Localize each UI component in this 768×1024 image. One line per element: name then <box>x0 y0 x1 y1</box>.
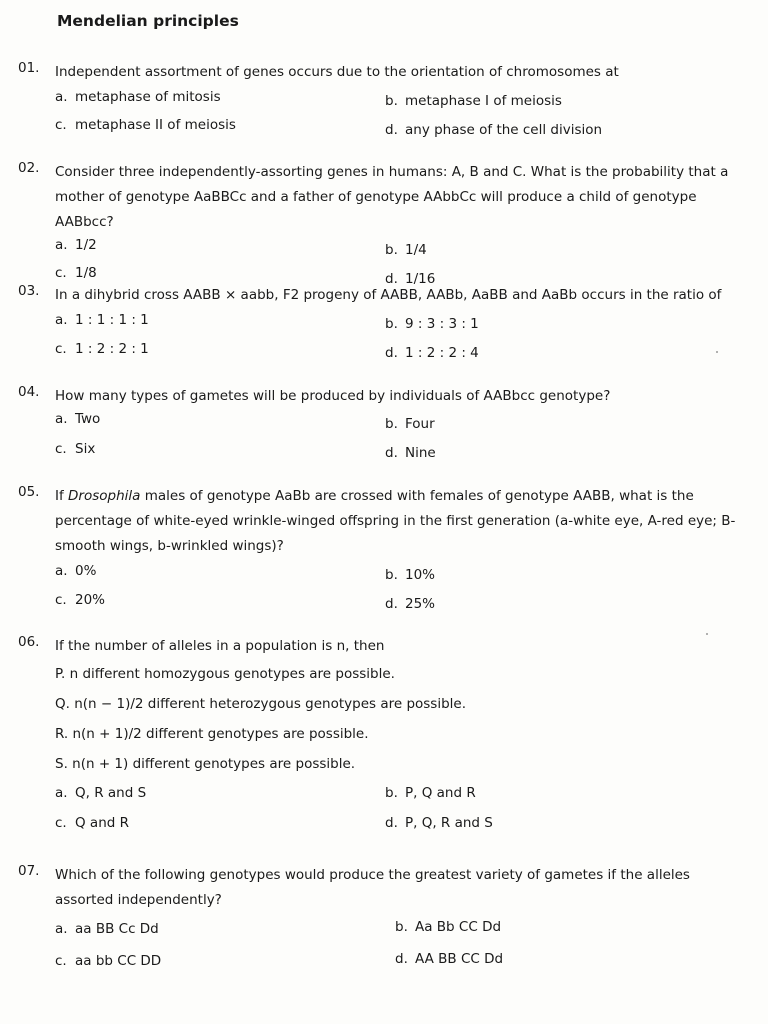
question-number: 02. <box>18 160 40 176</box>
option-c: c. 1 : 2 : 2 : 1 <box>55 341 149 357</box>
option-b: b. Four <box>385 416 435 432</box>
question-text: If Drosophila males of genotype AaBb are crossed with females of genotype AABB, what is the percentage of white-eyed wrinkle-winged offspring in the first generation (a-white eye, A-red eye; B-smooth wings, b-wrinkled wings)? <box>55 488 736 554</box>
scan-speck <box>716 351 718 353</box>
option-a: a. aa BB Cc Dd <box>55 921 159 937</box>
option-b: b. P, Q and R <box>385 785 476 801</box>
question-7 <box>18 863 748 971</box>
scan-speck <box>706 633 708 635</box>
option-c: c. Six <box>55 441 96 457</box>
option-d: d. 1/16 <box>385 271 436 287</box>
options <box>55 85 748 143</box>
option-c: c. 20% <box>55 592 106 608</box>
option-b: b. 1/4 <box>385 242 427 258</box>
option-a: a. Two <box>55 411 101 427</box>
option-d: d. Nine <box>385 445 436 461</box>
option-c: c. metaphase II of meiosis <box>55 117 236 133</box>
option-a: a. metaphase of mitosis <box>55 89 221 105</box>
option-a: a. 0% <box>55 563 97 579</box>
options <box>55 779 748 837</box>
question-6 <box>18 634 748 837</box>
option-a: a. 1/2 <box>55 237 97 253</box>
question-number: 04. <box>18 384 40 400</box>
option-c: c. aa bb CC DD <box>55 953 162 969</box>
question-4 <box>18 384 748 467</box>
option-d: d. any phase of the cell division <box>385 122 603 138</box>
statement-q: Q. n(n − 1)/2 different heterozygous genotypes are possible. <box>55 696 467 712</box>
question-number: 05. <box>18 484 40 500</box>
question-3 <box>18 283 748 366</box>
question-text: How many types of gametes will be produced by individuals of AABbcc genotype? <box>55 388 611 404</box>
question-text: Which of the following genotypes would produce the greatest variety of gametes if the alleles assorted independently? <box>55 867 690 908</box>
question-text: Independent assortment of genes occurs due to the orientation of chromosomes at <box>55 64 619 80</box>
statement-p: P. n different homozygous genotypes are possible. <box>55 666 395 682</box>
option-d: d. P, Q, R and S <box>385 815 493 831</box>
option-a: a. Q, R and S <box>55 785 147 801</box>
option-b: b. Aa Bb CC Dd <box>395 919 502 935</box>
options <box>55 913 748 971</box>
question-number: 03. <box>18 283 40 299</box>
options <box>55 409 748 467</box>
question-text: In a dihybrid cross AABB × aabb, F2 progeny of AABB, AABb, AaBB and AaBb occurs in the ratio of <box>55 287 722 303</box>
question-1 <box>18 60 748 143</box>
option-b: b. 10% <box>385 567 436 583</box>
question-text: Consider three independently-assorting genes in humans: A, B and C. What is the probability that a mother of genotype AaBBCc and a father of genotype AAbbCc will produce a child of genotype AABbcc? <box>55 164 729 230</box>
option-d: d. AA BB CC Dd <box>395 951 504 967</box>
question-number: 01. <box>18 60 40 76</box>
question-number: 06. <box>18 634 40 650</box>
option-d: d. 25% <box>385 596 436 612</box>
option-b: b. metaphase I of meiosis <box>385 93 562 109</box>
question-text: If the number of alleles in a population is n, then <box>55 638 385 654</box>
options <box>55 308 748 366</box>
page-title: Mendelian principles <box>57 12 239 30</box>
statement-s: S. n(n + 1) different genotypes are possible. <box>55 756 356 772</box>
options <box>55 559 748 617</box>
question-number: 07. <box>18 863 40 879</box>
question-5 <box>18 484 748 617</box>
species-name: Drosophila <box>68 488 141 504</box>
option-a: a. 1 : 1 : 1 : 1 <box>55 312 149 328</box>
option-b: b. 9 : 3 : 3 : 1 <box>385 316 479 332</box>
statement-r: R. n(n + 1)/2 different genotypes are possible. <box>55 726 369 742</box>
option-c: c. Q and R <box>55 815 129 831</box>
option-c: c. 1/8 <box>55 265 97 281</box>
option-d: d. 1 : 2 : 2 : 4 <box>385 345 479 361</box>
question-2 <box>18 160 748 293</box>
